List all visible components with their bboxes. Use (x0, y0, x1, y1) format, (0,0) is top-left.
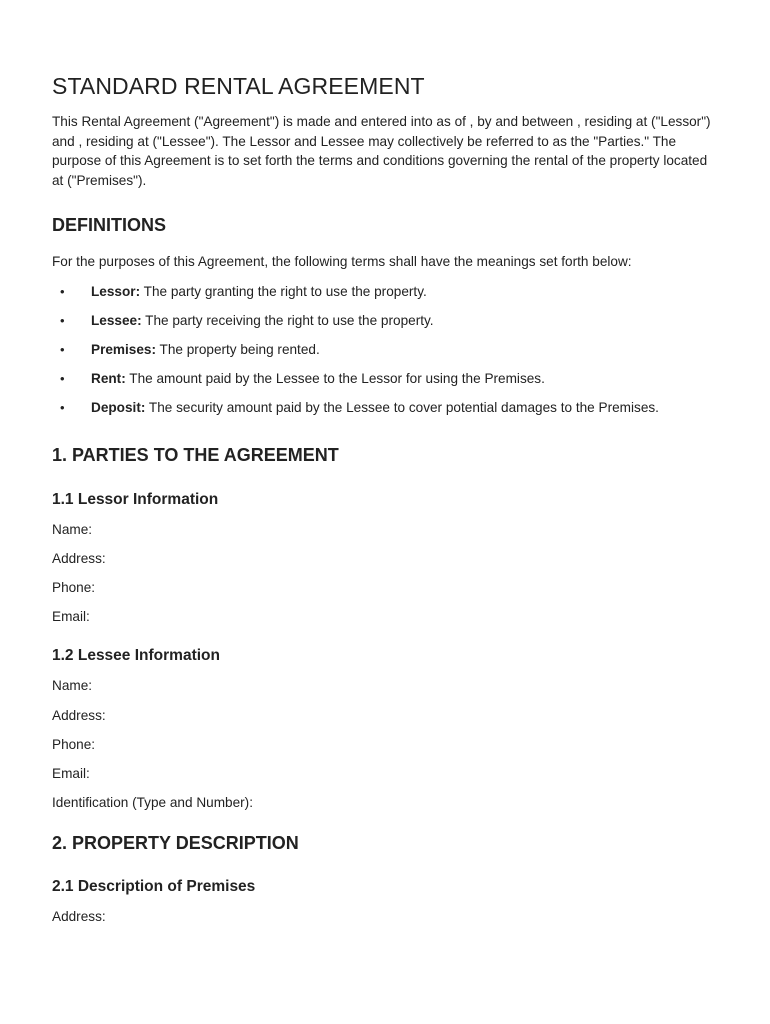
definition-item-premises (52, 340, 711, 359)
definitions-heading: DEFINITIONS (52, 215, 167, 236)
definition-item-lessor (52, 282, 711, 301)
section-parties-heading: 1. PARTIES TO THE AGREEMENT (52, 444, 339, 465)
definition-term: Lessor: (91, 284, 141, 300)
bullet-icon: • (60, 342, 65, 358)
definition-text: The party receiving the right to use the property. (141, 313, 434, 329)
lessee-name-field: Name: (52, 678, 93, 694)
lessor-address-field: Address: (52, 550, 106, 566)
definition-term: Lessee: (91, 313, 142, 329)
lessor-phone-field: Phone: (52, 580, 96, 596)
bullet-icon: • (60, 284, 65, 300)
bullet-icon: • (60, 400, 65, 416)
lessee-email-field: Email: (52, 765, 90, 781)
definition-item-deposit (52, 398, 711, 417)
lessee-address-field: Address: (52, 707, 106, 723)
definition-text: The security amount paid by the Lessee to cover potential damages to the Premises. (145, 400, 659, 416)
definition-term: Rent: (91, 371, 126, 387)
definition-text: The amount paid by the Lessee to the Lessor for using the Premises. (125, 371, 545, 387)
lessee-phone-field: Phone: (52, 736, 96, 752)
definition-item-lessee (52, 311, 711, 330)
bullet-icon: • (60, 371, 65, 387)
intro-paragraph: This Rental Agreement ("Agreement") is made and entered into as of , by and between , residing at ("Lessor") and , residing at ("Lessee"). The Lessor and Lessee may collectively be referred to as the "Parties." The purpose of this Agreement is to set forth the terms and conditions governing the rental of the property located at ("Premises"). (52, 114, 711, 188)
lessor-email-field: Email: (52, 609, 90, 625)
premises-description-heading: 2.1 Description of Premises (52, 878, 256, 896)
lessee-identification-field: Identification (Type and Number): (52, 795, 253, 811)
lessor-name-field: Name: (52, 521, 93, 537)
document-title: STANDARD RENTAL AGREEMENT (52, 73, 425, 99)
premises-address-field: Address: (52, 909, 106, 925)
section-property-heading: 2. PROPERTY DESCRIPTION (52, 833, 299, 854)
definitions-list (52, 282, 718, 417)
lessor-info-heading: 1.1 Lessor Information (52, 490, 219, 508)
definitions-intro: For the purposes of this Agreement, the following terms shall have the meanings set forth below: (52, 254, 632, 270)
definition-text: The party granting the right to use the property. (140, 284, 427, 300)
lessee-info-heading: 1.2 Lessee Information (52, 647, 220, 665)
definition-item-rent (52, 369, 711, 388)
bullet-icon: • (60, 313, 65, 329)
definition-term: Premises: (91, 342, 156, 358)
definition-text: The property being rented. (156, 342, 320, 358)
definition-term: Deposit: (91, 400, 146, 416)
